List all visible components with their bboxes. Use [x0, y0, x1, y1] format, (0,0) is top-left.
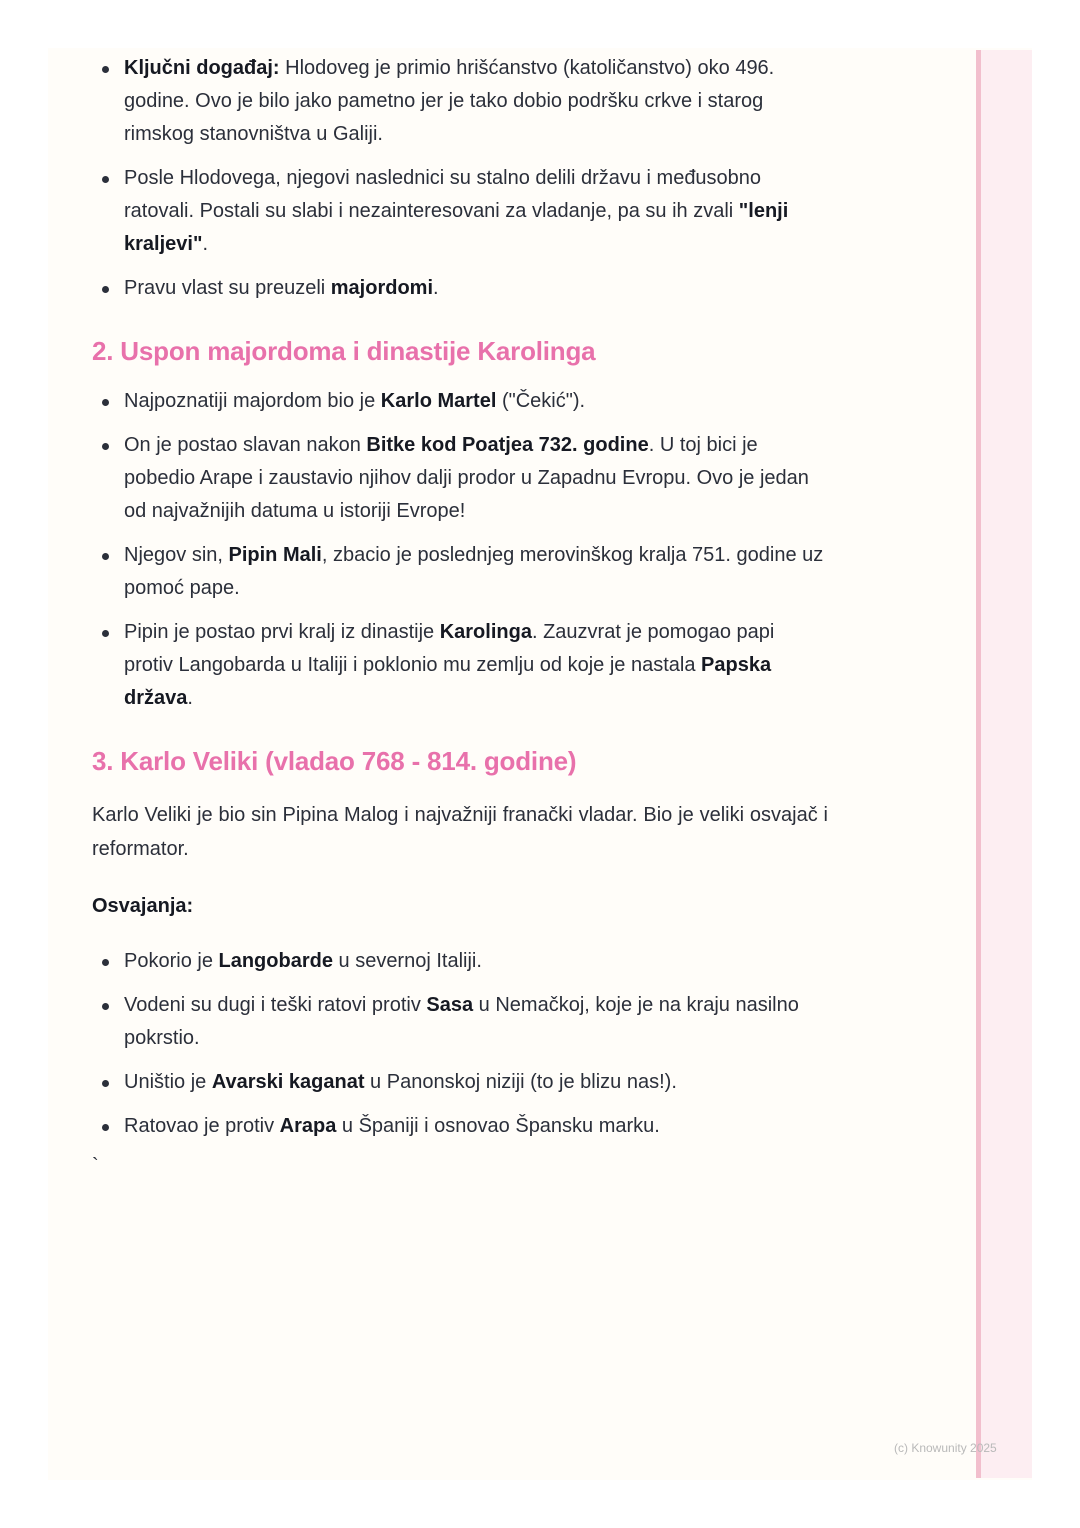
text-run: . — [433, 277, 439, 299]
list-item — [92, 162, 828, 261]
list-item — [92, 272, 828, 305]
list-item — [92, 429, 828, 528]
list-item — [92, 385, 828, 418]
text-run: . U toj bici je pobedio Arape i zaustavio njihov dalji prodor u Zapadnu Evropu. Ovo je jedan od najvažnijih datuma u istoriji Evrope! — [124, 434, 809, 522]
bold-text: "lenji kraljevi" — [124, 200, 789, 255]
text-run: u Nemačkoj, koje je na kraju nasilno pokrstio. — [124, 994, 799, 1049]
bold-text: Langobarde — [218, 950, 333, 972]
list-item — [92, 616, 828, 715]
bold-text: Arapa — [279, 1115, 337, 1137]
section3-heading: 3. Karlo Veliki (vladao 768 - 814. godine) — [92, 746, 577, 776]
list-item — [92, 52, 828, 151]
section3-intro: Karlo Veliki je bio sin Pipina Malog i najvažniji franački vladar. Bio je veliki osvajač i reformator. — [92, 804, 828, 860]
text-run: u severnoj Italiji. — [332, 950, 482, 972]
text-run: Pokorio je — [124, 950, 219, 972]
text-run: Pravu vlast su preuzeli — [124, 277, 331, 299]
bold-text: Karolinga — [439, 621, 532, 643]
text-run: . — [187, 687, 193, 709]
text-run: u Panonskoj niziji (to je blizu nas!). — [364, 1071, 677, 1093]
text-run: , zbacio je poslednjeg merovinškog kralja 751. godine uz pomoć pape. — [124, 544, 824, 599]
list-item — [92, 1066, 828, 1099]
text-run: Ratovao je protiv — [124, 1115, 280, 1137]
list-item — [92, 539, 828, 605]
text-run: ("Čekić"). — [496, 390, 586, 412]
text-run: Pipin je postao prvi kralj iz dinastije — [124, 621, 440, 643]
section1-list — [92, 52, 828, 305]
bold-text: Papska država — [124, 654, 772, 709]
copyright-footer: (c) Knowunity 2025 — [894, 1441, 997, 1455]
section2-heading: 2. Uspon majordoma i dinastije Karolinga — [92, 336, 596, 366]
section2-list — [92, 385, 828, 715]
bold-text: Karlo Martel — [380, 390, 497, 412]
stray-mark: ` — [92, 1155, 99, 1177]
text-run: . — [202, 233, 208, 255]
text-run: Hlodoveg je primio hrišćanstvo (katoličanstvo) oko 496. godine. Ovo je bilo jako pametno jer je tako dobio podršku crkve i starog rimskog stanovništva u Galiji. — [124, 57, 775, 145]
text-run: Vodeni su dugi i teški ratovi protiv — [124, 994, 427, 1016]
margin-band — [976, 50, 1032, 1478]
text-run: Uništio je — [124, 1071, 212, 1093]
osvajanja-list — [92, 945, 828, 1143]
text-run: u Španiji i osnovao Špansku marku. — [336, 1115, 660, 1137]
list-item — [92, 945, 828, 978]
list-item — [92, 1110, 828, 1143]
bold-text: Avarski kaganat — [211, 1071, 365, 1093]
bold-text: Sasa — [426, 994, 474, 1016]
bold-text: majordomi — [330, 277, 434, 299]
text-run: Posle Hlodovega, njegovi naslednici su stalno delili državu i međusobno ratovali. Postali su slabi i nezainteresovani za vladanje, pa su ih zvali — [124, 167, 762, 222]
osvajanja-subheading: Osvajanja: — [92, 895, 194, 917]
margin-line — [976, 50, 981, 1478]
list-item — [92, 989, 828, 1055]
text-run: On je postao slavan nakon — [124, 434, 367, 456]
text-run: Njegov sin, — [124, 544, 229, 566]
bold-text: Ključni događaj: — [124, 57, 280, 79]
document-content — [92, 52, 828, 1178]
text-run: . Zauzvrat je pomogao papi protiv Langobarda u Italiji i poklonio mu zemlju od koje je nastala — [124, 621, 775, 676]
bold-text: Pipin Mali — [228, 544, 322, 566]
bold-text: Bitke kod Poatjea 732. godine — [366, 434, 649, 456]
text-run: Najpoznatiji majordom bio je — [124, 390, 381, 412]
